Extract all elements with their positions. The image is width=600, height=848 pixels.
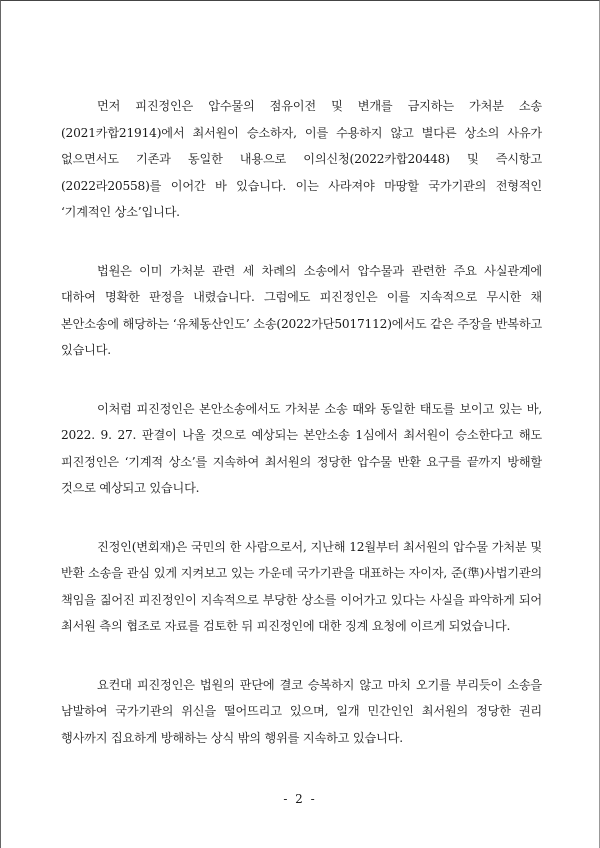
paragraph-1: 먼저 피진정인은 압수물의 점유이전 및 변개를 금지하는 가처분 소송(2021카합21914)에서 최서원이 승소하자, 이를 수용하지 않고 별다른 상소의 사유가 없으면서도 기존과 동일한 내용으로 이의신청(2022카합20448) 및 즉시항고(2022라20558)를 이어간 바 있습니다. 이는 사라져야 마땅할 국가기관의 전형적인 ‘기계적인 상소’입니다. <box>61 99 542 219</box>
paragraph-5: 요컨대 피진정인은 법원의 판단에 결코 승복하지 않고 마치 오기를 부리듯이 소송을 남발하여 국가기관의 위신을 떨어뜨리고 있으며, 일개 민간인인 최서원의 정당한 권리 행사까지 집요하게 방해하는 상식 밖의 행위를 지속하고 있습니다. <box>61 677 542 745</box>
paragraph-4: 진정인(변회재)은 국민의 한 사람으로서, 지난해 12월부터 최서원의 압수물 가처분 및 반환 소송을 관심 있게 지켜보고 있는 가운데 국가기관을 대표하는 자이자, 준(準)사법기관의 책임을 짊어진 피진정인이 지속적으로 부당한 상소를 이어가고 있다는 사실을 파악하게 되어 최서원 측의 협조로 자료를 검토한 뒤 피진정인에 대한 징계 요청에 이르게 되었습니다. <box>61 539 542 633</box>
paragraph-3: 이처럼 피진정인은 본안소송에서도 가처분 소송 때와 동일한 태도를 보이고 있는 바, 2022. 9. 27. 판결이 나올 것으로 예상되는 본안소송 1심에서 최서원이 승소한다고 해도 피진정인은 ‘기계적 상소’를 지속하여 최서원의 정당한 압수물 반환 요구를 끝까지 방해할 것으로 예상되고 있습니다. <box>61 401 542 495</box>
page-number: - 2 - <box>283 792 317 806</box>
paragraph-2: 법원은 이미 가처분 관련 세 차례의 소송에서 압수물과 관련한 주요 사실관계에 대하여 명확한 판정을 내렸습니다. 그럼에도 피진정인은 이를 지속적으로 무시한 채 본안소송에 해당하는 ‘유체동산인도’ 소송(2022가단5017112)에서도 같은 주장을 반복하고 있습니다. <box>61 263 542 357</box>
document-body <box>61 93 542 783</box>
